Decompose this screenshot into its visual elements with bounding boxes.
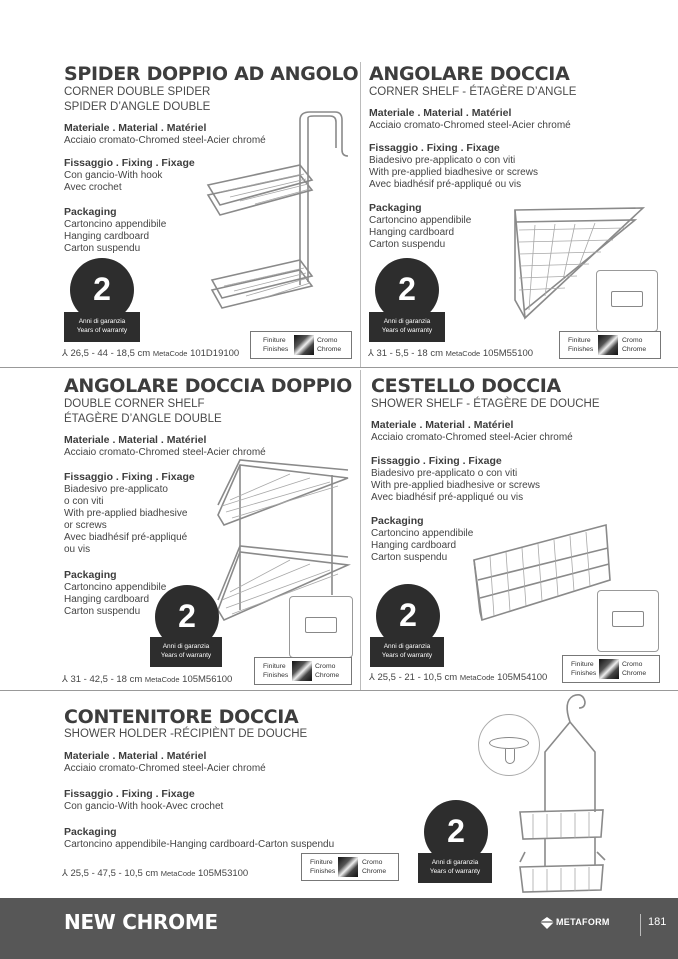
fixing-label: Fissaggio . Fixing . Fixage bbox=[64, 471, 195, 483]
footer-separator bbox=[640, 914, 641, 936]
shower-caddy-illustration bbox=[515, 692, 610, 897]
packaging-value: Carton suspendu bbox=[64, 243, 141, 254]
dimensions: 31 - 42,5 - 18 cm bbox=[70, 674, 143, 685]
collection-title: NEW CHROME bbox=[64, 910, 218, 934]
row-divider-1 bbox=[0, 367, 678, 368]
finish-name: Chrome bbox=[362, 868, 387, 875]
warranty-caption bbox=[418, 853, 492, 883]
footer-bar bbox=[0, 898, 678, 959]
metacode-label: MetaCode bbox=[144, 675, 180, 684]
warranty-badge: 2 bbox=[424, 800, 488, 864]
warranty-caption bbox=[370, 637, 444, 667]
packaging-value: Cartoncino appendibile bbox=[369, 215, 472, 226]
finish-box bbox=[301, 853, 399, 881]
chrome-swatch bbox=[294, 335, 314, 355]
packaging-value: Hanging cardboard bbox=[369, 227, 455, 238]
detail-inset bbox=[597, 590, 659, 652]
warranty-text: Years of warranty bbox=[76, 327, 128, 334]
finish-label: Finishes bbox=[263, 672, 289, 679]
product-title: CESTELLO DOCCIA bbox=[371, 375, 561, 397]
finish-label: Finishes bbox=[568, 346, 594, 353]
finish-labels bbox=[571, 660, 596, 678]
fixing-value: Avec biadhésif pré-appliqué ou vis bbox=[371, 492, 524, 503]
metacode: 105M54100 bbox=[497, 672, 548, 683]
adhesive-detail-icon bbox=[305, 617, 337, 633]
fixing-value: or screws bbox=[64, 520, 107, 531]
packaging-value: Hanging cardboard bbox=[64, 594, 150, 605]
packaging-value: Hanging cardboard bbox=[371, 540, 457, 551]
shower-basket-illustration bbox=[468, 520, 618, 635]
fixing-value: Avec biadhésif pré-appliqué ou vis bbox=[369, 179, 522, 190]
fixing-value: Biadesivo pre-applicato o con viti bbox=[369, 155, 516, 166]
warranty-caption bbox=[150, 637, 222, 667]
material-value: Acciaio cromato-Chromed steel-Acier chromé bbox=[369, 120, 571, 131]
finish-box bbox=[254, 657, 352, 685]
fixing-value: o con viti bbox=[64, 496, 104, 507]
fixing-value: With pre-applied biadhesive or screws bbox=[369, 167, 538, 178]
fixing-value: With pre-applied biadhesive or screws bbox=[371, 480, 540, 491]
warranty-text: Anni di garanzia bbox=[383, 643, 431, 650]
product-title: SPIDER DOPPIO AD ANGOLO bbox=[64, 63, 359, 85]
product-subtitle: CORNER SHELF - ÉTAGÈRE D’ANGLE bbox=[369, 86, 577, 98]
warranty-badge: 2 bbox=[70, 258, 134, 322]
row-divider-2 bbox=[0, 690, 678, 691]
fixing-value: With pre-applied biadhesive bbox=[64, 508, 188, 519]
metaform-diamond-icon bbox=[540, 917, 554, 929]
fixing-value: Biadesivo pre-applicato o con viti bbox=[371, 468, 518, 479]
material-label: Materiale . Material . Matériel bbox=[64, 122, 207, 134]
finish-label: Finiture bbox=[263, 663, 286, 670]
finish-name: Chrome bbox=[622, 346, 647, 353]
packaging-label: Packaging bbox=[369, 202, 422, 214]
packaging-value: Cartoncino appendibile bbox=[371, 528, 474, 539]
dimension-arrow-icon: ⅄ bbox=[62, 674, 68, 685]
finish-label: Finishes bbox=[310, 868, 336, 875]
fixing-label: Fissaggio . Fixing . Fixage bbox=[369, 142, 500, 154]
warranty-text: Years of warranty bbox=[429, 868, 481, 875]
packaging-value: Carton suspendu bbox=[64, 606, 141, 617]
finish-label: Finiture bbox=[310, 859, 333, 866]
metacode-label: MetaCode bbox=[445, 349, 481, 358]
packaging-label: Packaging bbox=[371, 515, 424, 527]
adhesive-detail-icon bbox=[612, 611, 644, 627]
warranty-text: Years of warranty bbox=[160, 652, 212, 659]
product-subtitle: SHOWER SHELF - ÉTAGÈRE DE DOUCHE bbox=[371, 398, 600, 410]
dimensions: 26,5 - 44 - 18,5 cm bbox=[70, 348, 151, 359]
finish-labels bbox=[568, 336, 593, 354]
packaging-value: Cartoncino appendibile bbox=[64, 219, 167, 230]
chrome-swatch bbox=[598, 335, 618, 355]
metacode: 101D19100 bbox=[190, 348, 240, 359]
finish-name: Cromo bbox=[315, 663, 336, 670]
product-subtitle: ÉTAGÈRE D’ANGLE DOUBLE bbox=[64, 413, 222, 425]
fixing-label: Fissaggio . Fixing . Fixage bbox=[64, 157, 195, 169]
chrome-swatch bbox=[599, 659, 619, 679]
packaging-label: Packaging bbox=[64, 569, 117, 581]
metacode: 105M56100 bbox=[182, 674, 233, 685]
dimensions-row bbox=[62, 348, 239, 359]
metacode: 105M55100 bbox=[482, 348, 534, 359]
material-label: Materiale . Material . Matériel bbox=[64, 434, 207, 446]
finish-labels bbox=[263, 662, 288, 680]
packaging-value: Cartoncino appendibile bbox=[64, 582, 167, 593]
warranty-text: Years of warranty bbox=[381, 652, 433, 659]
finish-label: Finiture bbox=[263, 337, 286, 344]
packaging-value: Hanging cardboard bbox=[64, 231, 150, 242]
material-value: Acciaio cromato-Chromed steel-Acier chromé bbox=[64, 763, 266, 774]
finish-name: Cromo bbox=[622, 337, 643, 344]
warranty-text: Anni di garanzia bbox=[383, 318, 431, 325]
page-number: 181 bbox=[648, 916, 667, 928]
finish-label: Finiture bbox=[568, 337, 591, 344]
warranty-badge: 2 bbox=[376, 584, 440, 648]
packaging-label: Packaging bbox=[64, 826, 117, 838]
packaging-label: Packaging bbox=[64, 206, 117, 218]
dimension-arrow-icon: ⅄ bbox=[62, 868, 68, 879]
dimensions: 25,5 - 21 - 10,5 cm bbox=[377, 672, 458, 683]
packaging-value: Carton suspendu bbox=[371, 552, 448, 563]
material-label: Materiale . Material . Matériel bbox=[369, 107, 512, 119]
finish-name: Cromo bbox=[622, 661, 643, 668]
finish-box bbox=[559, 331, 661, 359]
chrome-swatch bbox=[292, 661, 312, 681]
finish-labels bbox=[263, 336, 288, 354]
finish-box bbox=[250, 331, 352, 359]
product-subtitle: SHOWER HOLDER -RÉCIPIÈNT DE DOUCHE bbox=[64, 728, 308, 740]
chrome-swatch bbox=[338, 857, 358, 877]
fixing-value: Avec crochet bbox=[64, 182, 122, 193]
packaging-value: Cartoncino appendibile-Hanging cardboard-Carton suspendu bbox=[64, 839, 335, 850]
column-divider-top bbox=[360, 62, 361, 367]
fixing-value: Con gancio-With hook-Avec crochet bbox=[64, 801, 224, 812]
spider-shelf-illustration bbox=[200, 110, 360, 310]
dimension-arrow-icon: ⅄ bbox=[62, 348, 68, 359]
finish-names bbox=[317, 336, 341, 354]
fixing-label: Fissaggio . Fixing . Fixage bbox=[371, 455, 502, 467]
column-divider-middle bbox=[360, 370, 361, 690]
material-value: Acciaio cromato-Chromed steel-Acier chromé bbox=[64, 135, 266, 146]
warranty-badge: 2 bbox=[375, 258, 439, 322]
finish-label: Finishes bbox=[263, 346, 289, 353]
adhesive-detail-icon bbox=[611, 291, 643, 307]
packaging-value: Carton suspendu bbox=[369, 239, 446, 250]
dimensions: 25,5 - 47,5 - 10,5 cm bbox=[70, 868, 159, 879]
metacode-label: MetaCode bbox=[152, 349, 188, 358]
fixing-value: Avec biadhésif pré-appliqué bbox=[64, 532, 188, 543]
finish-names bbox=[362, 858, 386, 876]
dimensions-row bbox=[62, 674, 232, 685]
finish-label: Finiture bbox=[571, 661, 594, 668]
finish-labels bbox=[310, 858, 335, 876]
finish-names bbox=[622, 336, 646, 354]
product-subtitle: SPIDER D’ANGLE DOUBLE bbox=[64, 101, 211, 113]
warranty-caption bbox=[369, 312, 445, 342]
finish-name: Cromo bbox=[362, 859, 383, 866]
detail-inset bbox=[596, 270, 658, 332]
product-title: CONTENITORE DOCCIA bbox=[64, 706, 299, 728]
warranty-caption bbox=[64, 312, 140, 342]
product-subtitle: CORNER DOUBLE SPIDER bbox=[64, 86, 211, 98]
finish-name: Chrome bbox=[622, 670, 647, 677]
metacode-label: MetaCode bbox=[459, 673, 495, 682]
finish-names bbox=[622, 660, 646, 678]
fixing-value: Con gancio-With hook bbox=[64, 170, 163, 181]
detail-inset bbox=[289, 596, 353, 658]
hook-detail-icon bbox=[505, 749, 515, 764]
finish-name: Chrome bbox=[315, 672, 340, 679]
finish-name: Chrome bbox=[317, 346, 342, 353]
material-value: Acciaio cromato-Chromed steel-Acier chromé bbox=[371, 432, 573, 443]
metacode-label: MetaCode bbox=[160, 869, 196, 878]
material-value: Acciaio cromato-Chromed steel-Acier chromé bbox=[64, 447, 266, 458]
finish-names bbox=[315, 662, 339, 680]
fixing-value: ou vis bbox=[64, 544, 91, 555]
dimension-arrow-icon: ⅄ bbox=[368, 348, 374, 359]
metacode: 105M53100 bbox=[198, 868, 249, 879]
product-subtitle: DOUBLE CORNER SHELF bbox=[64, 398, 205, 410]
warranty-text: Anni di garanzia bbox=[78, 318, 126, 325]
material-label: Materiale . Material . Matériel bbox=[64, 750, 207, 762]
warranty-text: Anni di garanzia bbox=[162, 643, 210, 650]
dimensions: 31 - 5,5 - 18 cm bbox=[376, 348, 443, 359]
fixing-label: Fissaggio . Fixing . Fixage bbox=[64, 788, 195, 800]
dimensions-row bbox=[369, 672, 547, 683]
material-label: Materiale . Material . Matériel bbox=[371, 419, 514, 431]
warranty-text: Years of warranty bbox=[381, 327, 433, 334]
dimensions-row bbox=[62, 868, 248, 879]
product-title: ANGOLARE DOCCIA DOPPIO bbox=[64, 375, 352, 397]
finish-box bbox=[562, 655, 660, 683]
finish-name: Cromo bbox=[317, 337, 338, 344]
fixing-value: Biadesivo pre-applicato bbox=[64, 484, 168, 495]
product-title: ANGOLARE DOCCIA bbox=[369, 63, 570, 85]
dimensions-row bbox=[368, 348, 533, 359]
brand-name: METAFORM bbox=[556, 917, 610, 927]
dimension-arrow-icon: ⅄ bbox=[369, 672, 375, 683]
warranty-badge: 2 bbox=[155, 585, 219, 649]
warranty-text: Anni di garanzia bbox=[431, 859, 479, 866]
finish-label: Finishes bbox=[571, 670, 597, 677]
